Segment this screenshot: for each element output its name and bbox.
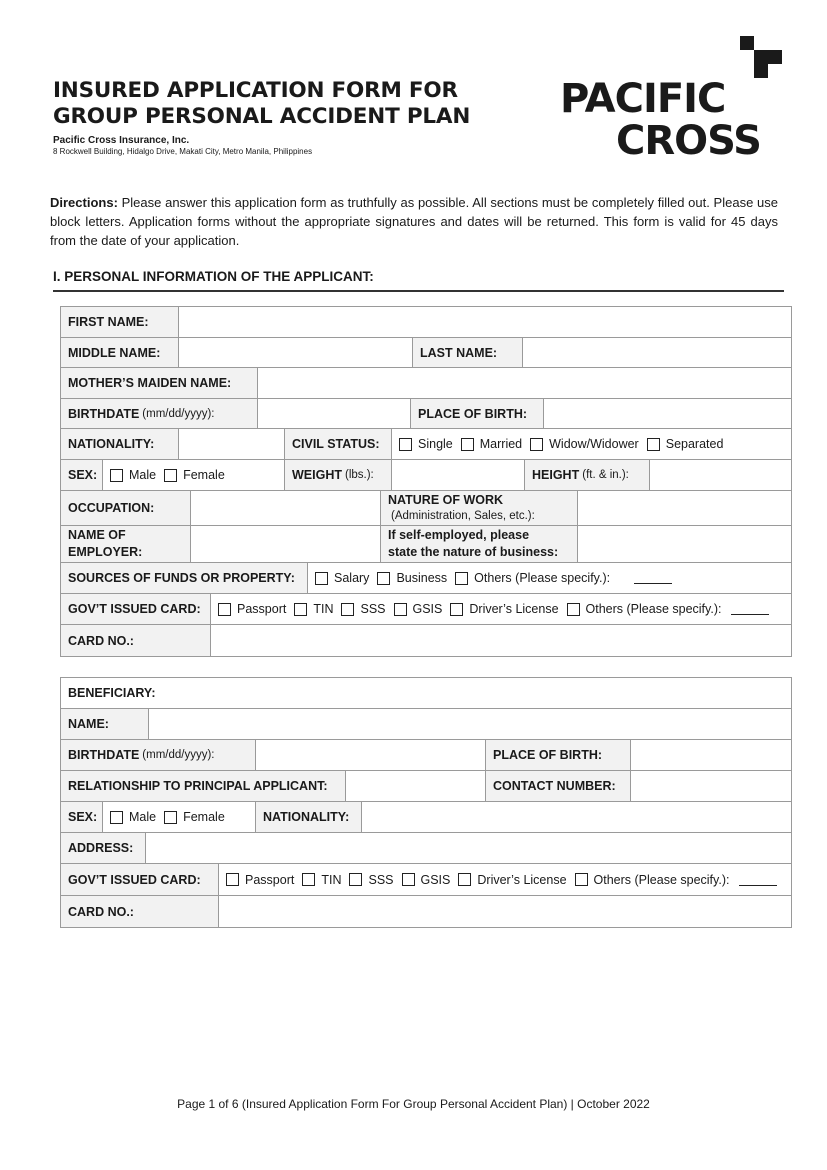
beneficiary-header-row <box>61 678 791 709</box>
nationality-field[interactable] <box>179 429 285 459</box>
checkbox-salary[interactable] <box>315 572 328 585</box>
beneficiary-nationality-field[interactable] <box>362 802 791 832</box>
employer-row <box>61 526 791 563</box>
checkbox-card-others[interactable] <box>567 603 580 616</box>
beneficiary-birthdate-text: BIRTHDATE <box>68 748 140 762</box>
checkbox-female[interactable] <box>164 469 177 482</box>
card-others-blank[interactable] <box>731 603 769 615</box>
checkbox-beneficiary-gsis[interactable] <box>402 873 415 886</box>
birthdate-label <box>61 399 258 428</box>
company-name: Pacific Cross Insurance, Inc. <box>53 135 190 146</box>
beneficiary-female-label: Female <box>183 810 225 824</box>
weight-label <box>285 460 392 490</box>
middle-name-label: MIDDLE NAME: <box>61 338 179 367</box>
directions-label: Directions: <box>50 195 118 210</box>
checkbox-beneficiary-sss[interactable] <box>349 873 362 886</box>
beneficiary-card-tin-label: TIN <box>321 872 342 887</box>
civil-married-option[interactable] <box>461 437 522 451</box>
pacific-cross-logo <box>560 36 790 166</box>
checkbox-tin[interactable] <box>294 603 307 616</box>
beneficiary-address-field[interactable] <box>146 833 791 863</box>
nature-of-work-field[interactable] <box>578 491 791 525</box>
civil-married-label: Married <box>479 437 523 451</box>
occupation-row <box>61 491 791 526</box>
sex-male-option[interactable] <box>110 468 156 482</box>
sex-male-label: Male <box>129 468 157 482</box>
beneficiary-govt-card-options <box>219 864 791 895</box>
beneficiary-birthdate-label <box>61 740 256 770</box>
employer-label-line2: EMPLOYER: <box>68 545 143 559</box>
beneficiary-form-table <box>60 677 792 928</box>
checkbox-passport[interactable] <box>218 603 231 616</box>
card-tin-label: TIN <box>313 602 334 616</box>
beneficiary-card-passport-option[interactable] <box>226 873 294 887</box>
beneficiary-address-label: ADDRESS: <box>61 833 146 863</box>
page-footer: Page 1 of 6 (Insured Application Form For Group Personal Accident Plan) | October 2022 <box>177 1097 650 1111</box>
sources-of-funds-options <box>308 563 791 593</box>
beneficiary-sex-row <box>61 802 791 833</box>
birthdate-row <box>61 399 791 429</box>
self-employed-line1: If self-employed, please <box>388 528 530 542</box>
civil-status-options <box>392 429 791 459</box>
first-name-label: FIRST NAME: <box>61 307 179 337</box>
funds-salary-label: Salary <box>334 571 370 585</box>
beneficiary-govt-card-row <box>61 864 791 896</box>
checkbox-beneficiary-female[interactable] <box>164 811 177 824</box>
funds-business-option[interactable] <box>377 571 447 585</box>
civil-status-label: CIVIL STATUS: <box>285 429 392 459</box>
company-address: 8 Rockwell Building, Hidalgo Drive, Makati City, Metro Manila, Philippines <box>53 147 313 156</box>
checkbox-male[interactable] <box>110 469 123 482</box>
beneficiary-birthdate-field[interactable] <box>256 740 486 770</box>
height-unit: (ft. & in.): <box>582 469 629 481</box>
card-others-option[interactable] <box>567 602 722 616</box>
first-name-field[interactable] <box>179 307 791 337</box>
card-others-label: Others (Please specify.): <box>585 602 722 616</box>
height-field[interactable] <box>650 460 791 490</box>
checkbox-beneficiary-drivers-license[interactable] <box>458 873 471 886</box>
form-title-line1: INSURED APPLICATION FORM FOR <box>53 78 458 103</box>
card-no-label: CARD NO.: <box>61 625 211 656</box>
checkbox-single[interactable] <box>399 438 412 451</box>
sex-female-label: Female <box>183 468 225 482</box>
middle-last-name-row <box>61 338 791 368</box>
beneficiary-card-no-field[interactable] <box>219 896 791 927</box>
self-employed-label <box>381 526 578 562</box>
beneficiary-card-drivers-license-option[interactable] <box>458 873 566 887</box>
beneficiary-card-gsis-option[interactable] <box>402 873 451 887</box>
checkbox-married[interactable] <box>461 438 474 451</box>
beneficiary-name-row <box>61 709 791 740</box>
nationality-civil-status-row <box>61 429 791 460</box>
beneficiary-card-no-row <box>61 896 791 927</box>
beneficiary-name-field[interactable] <box>149 709 791 739</box>
contact-number-field[interactable] <box>631 771 791 801</box>
nationality-label: NATIONALITY: <box>61 429 179 459</box>
beneficiary-sex-label: SEX: <box>61 802 103 832</box>
weight-unit: (lbs.): <box>345 469 374 481</box>
employer-label-line1: NAME OF <box>68 528 126 542</box>
beneficiary-male-label: Male <box>129 810 157 824</box>
card-gsis-option[interactable] <box>394 602 443 616</box>
beneficiary-card-others-label: Others (Please specify.): <box>593 872 730 887</box>
applicant-form-table <box>60 306 792 657</box>
checkbox-beneficiary-card-others[interactable] <box>575 873 588 886</box>
beneficiary-govt-card-label: GOV’T ISSUED CARD: <box>61 864 219 895</box>
card-drivers-license-option[interactable] <box>450 602 558 616</box>
weight-label-text: WEIGHT <box>292 468 342 482</box>
govt-card-row <box>61 594 791 625</box>
card-passport-label: Passport <box>237 602 287 616</box>
beneficiary-sex-options <box>103 802 256 832</box>
relationship-field[interactable] <box>346 771 486 801</box>
birthdate-label-text: BIRTHDATE <box>68 406 140 421</box>
funds-others-label: Others (Please specify.): <box>474 571 611 585</box>
nature-of-work-text: NATURE OF WORK <box>388 493 504 507</box>
beneficiary-female-option[interactable] <box>164 810 225 824</box>
occupation-field[interactable] <box>191 491 381 525</box>
beneficiary-birthdate-format: (mm/dd/yyyy): <box>142 749 215 761</box>
birthdate-format: (mm/dd/yyyy): <box>142 407 215 420</box>
employer-field[interactable] <box>191 526 381 562</box>
checkbox-funds-others[interactable] <box>455 572 468 585</box>
sex-label: SEX: <box>61 460 103 490</box>
funds-others-blank[interactable] <box>634 572 672 584</box>
mothers-maiden-name-label: MOTHER’S MAIDEN NAME: <box>61 368 258 398</box>
nature-of-business-field[interactable] <box>578 526 791 562</box>
logo-text-pacific: PACIFIC <box>560 76 726 122</box>
checkbox-sss[interactable] <box>341 603 354 616</box>
directions-paragraph <box>50 193 778 250</box>
card-no-row <box>61 625 791 656</box>
govt-card-options <box>211 594 791 624</box>
card-no-field[interactable] <box>211 625 791 656</box>
beneficiary-card-gsis-label: GSIS <box>420 872 451 887</box>
beneficiary-card-sss-option[interactable] <box>349 873 393 887</box>
beneficiary-male-option[interactable] <box>110 810 156 824</box>
sources-of-funds-row <box>61 563 791 594</box>
checkbox-gsis[interactable] <box>394 603 407 616</box>
civil-separated-option[interactable] <box>647 437 724 451</box>
weight-field[interactable] <box>392 460 525 490</box>
civil-separated-label: Separated <box>665 437 724 451</box>
beneficiary-card-passport-label: Passport <box>245 872 295 887</box>
card-drivers-license-label: Driver’s License <box>469 602 559 616</box>
nature-of-work-hint: (Administration, Sales, etc.): <box>391 510 535 522</box>
beneficiary-nationality-label: NATIONALITY: <box>256 802 362 832</box>
sex-options <box>103 460 285 490</box>
sex-weight-height-row <box>61 460 791 491</box>
contact-number-label: CONTACT NUMBER: <box>486 771 631 801</box>
beneficiary-card-others-blank[interactable] <box>739 874 777 886</box>
nature-of-work-label <box>381 491 578 525</box>
beneficiary-card-drivers-license-label: Driver’s License <box>477 872 567 887</box>
place-of-birth-label: PLACE OF BIRTH: <box>411 399 544 428</box>
beneficiary-address-row <box>61 833 791 864</box>
middle-name-field[interactable] <box>179 338 413 367</box>
checkbox-beneficiary-passport[interactable] <box>226 873 239 886</box>
section-personal-info-heading: I. PERSONAL INFORMATION OF THE APPLICANT: <box>53 269 784 292</box>
last-name-field[interactable] <box>523 338 791 367</box>
card-tin-option[interactable] <box>294 602 333 616</box>
civil-widow-label: Widow/Widower <box>549 437 639 451</box>
civil-single-option[interactable] <box>399 437 453 451</box>
beneficiary-title: BENEFICIARY: <box>61 678 791 708</box>
checkbox-beneficiary-tin[interactable] <box>302 873 315 886</box>
directions-text: Please answer this application form as truthfully as possible. All sections must be completely filled out. Please use block letters. Application forms without the appropriate signatures and dates will be returned. This form is valid for 45 days from the date of your application. <box>50 195 778 248</box>
form-header <box>53 78 533 156</box>
sex-female-option[interactable] <box>164 468 225 482</box>
self-employed-line2: state the nature of business: <box>388 545 559 559</box>
beneficiary-birthdate-row <box>61 740 791 771</box>
funds-business-label: Business <box>396 571 448 585</box>
checkbox-business[interactable] <box>377 572 390 585</box>
beneficiary-card-no-label: CARD NO.: <box>61 896 219 927</box>
govt-card-label: GOV’T ISSUED CARD: <box>61 594 211 624</box>
mothers-maiden-name-field[interactable] <box>258 368 791 398</box>
mothers-maiden-name-row <box>61 368 791 399</box>
beneficiary-card-tin-option[interactable] <box>302 873 341 887</box>
beneficiary-name-label: NAME: <box>61 709 149 739</box>
height-label <box>525 460 650 490</box>
checkbox-separated[interactable] <box>647 438 660 451</box>
civil-single-label: Single <box>418 437 453 451</box>
beneficiary-place-of-birth-field[interactable] <box>631 740 791 770</box>
funds-salary-option[interactable] <box>315 571 369 585</box>
employer-label <box>61 526 191 562</box>
card-passport-option[interactable] <box>218 602 286 616</box>
beneficiary-card-others-option[interactable] <box>575 873 730 887</box>
place-of-birth-field[interactable] <box>544 399 791 428</box>
logo-text-cross: CROSS <box>616 118 761 164</box>
checkbox-widow[interactable] <box>530 438 543 451</box>
beneficiary-place-of-birth-label: PLACE OF BIRTH: <box>486 740 631 770</box>
last-name-label: LAST NAME: <box>413 338 523 367</box>
occupation-label: OCCUPATION: <box>61 491 191 525</box>
first-name-row <box>61 307 791 338</box>
cross-logo-icon <box>740 36 786 82</box>
relationship-label: RELATIONSHIP TO PRINCIPAL APPLICANT: <box>61 771 346 801</box>
card-sss-label: SSS <box>360 602 386 616</box>
birthdate-field[interactable] <box>258 399 411 428</box>
sources-of-funds-label: SOURCES OF FUNDS OR PROPERTY: <box>61 563 308 593</box>
beneficiary-card-sss-label: SSS <box>368 872 394 887</box>
card-sss-option[interactable] <box>341 602 385 616</box>
form-title-line2: GROUP PERSONAL ACCIDENT PLAN <box>53 104 471 129</box>
beneficiary-relationship-row <box>61 771 791 802</box>
checkbox-beneficiary-male[interactable] <box>110 811 123 824</box>
checkbox-drivers-license[interactable] <box>450 603 463 616</box>
height-label-text: HEIGHT <box>532 468 580 482</box>
funds-others-option[interactable] <box>455 571 610 585</box>
civil-widow-option[interactable] <box>530 437 639 451</box>
card-gsis-label: GSIS <box>412 602 443 616</box>
